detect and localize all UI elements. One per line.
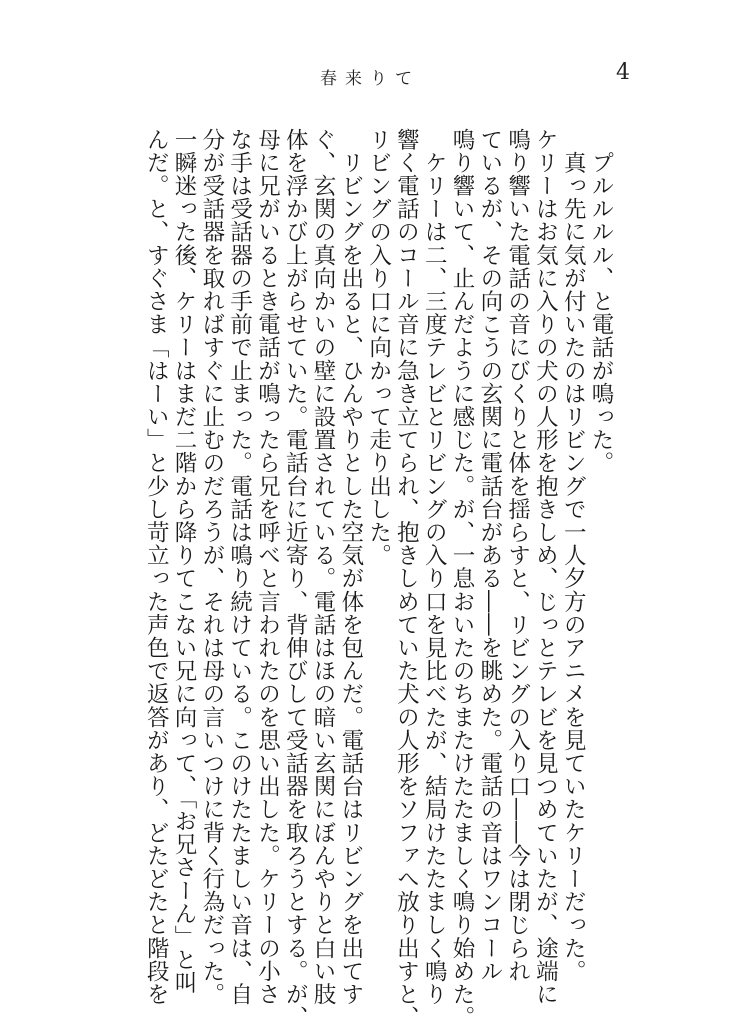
text-line: ているが、その向こうの玄関に電話台がある――を眺めた。電話の音はワンコール	[476, 128, 503, 983]
text-line: 鳴り響いて、止んだように感じた。が、一息おいたのちまたけたたましく鳴り始めた。	[449, 128, 476, 1029]
text-line: 響く電話のコール音に急き立てられ、抱きしめていた犬の人形をソファへ放り出すと、	[393, 128, 420, 1029]
text-line: 分が受話器を取ればすぐに止むのだろうが、それは母の言いつけに背く行為だった。	[198, 128, 225, 1006]
text-line: ぐ、玄関の真向かいの壁に設置されている。電話はほの暗い玄関にぼんやりと白い肢	[310, 128, 337, 1006]
text-line: リビングを出ると、ひんやりとした空気が体を包んだ。電話台はリビングを出てす	[337, 128, 364, 1006]
text-line: 母に兄がいるとき電話が鳴ったら兄を呼べと言われたのを思い出した。ケリーの小さ	[254, 128, 281, 1006]
text-line: 真っ先に気が付いたのはリビングで一人夕方のアニメを見ていたケリーだった。	[560, 128, 587, 983]
text-line: 一瞬迷った後、ケリーはまだ二階から降りてこない兄に向って、「お兄さーん」と叫	[171, 128, 198, 995]
text-line: んだ。と、すぐさま「はーい」と少し苛立った声色で返答があり、どたどたと階段を	[143, 128, 170, 1006]
body-text	[141, 128, 614, 1029]
text-line: プルルルル、と電話が鳴った。	[588, 128, 614, 475]
page-number: 4	[616, 60, 630, 85]
text-line: な手は受話器の手前で止まった。電話は鳴り続けている。このけたたましい音は、自	[226, 128, 253, 1006]
text-line: リビングの入り口に向かって走り出した。	[365, 128, 392, 567]
running-head-title: 春来りて	[320, 69, 420, 89]
text-line: ケリーはお気に入りの犬の人形を抱きしめ、じっとテレビを見つめていたが、途端に	[532, 128, 559, 1006]
text-line: 鳴り響いた電話の音にびくりと体を揺らすと、リビングの入り口――今は閉じられ	[504, 128, 531, 983]
text-line: ケリーは二、三度テレビとリビングの入り口を見比べたが、結局けたたましく鳴り	[421, 128, 448, 1006]
text-line: 体を浮かび上がらせていた。電話台に近寄り、背伸びして受話器を取ろうとする。が、	[282, 128, 309, 1029]
